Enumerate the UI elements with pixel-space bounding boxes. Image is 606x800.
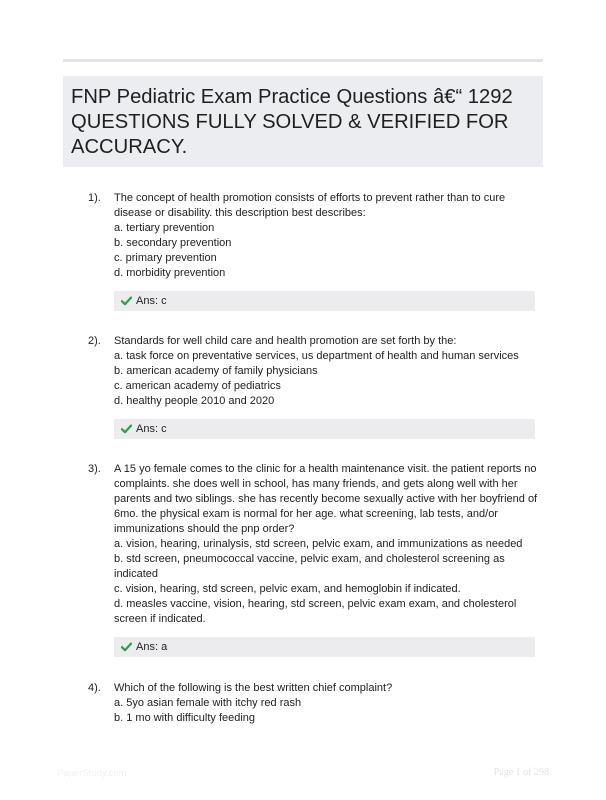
answer-text: Ans: a <box>136 641 168 653</box>
option-a: a. tertiary prevention <box>114 222 215 234</box>
option-c: c. vision, hearing, std screen, pelvic exam, and hemoglobin if indicated. <box>114 583 461 595</box>
option-b: b. 1 mo with difficulty feeding <box>114 712 256 724</box>
page-number: Page 1 of 298 <box>493 767 549 778</box>
question-number: 4). <box>88 682 101 694</box>
option-d: d. measles vaccine, vision, hearing, std screen, pelvic exam exam, and cholesterol screen if indicated. <box>114 598 517 625</box>
answer-text: Ans: c <box>136 423 167 435</box>
option-d: d. morbidity prevention <box>114 267 226 279</box>
option-b: b. std screen, pneumococcal vaccine, pelvic exam, and cholesterol screening as indicated <box>114 553 505 580</box>
question-number: 3). <box>88 463 101 475</box>
option-a: a. 5yo asian female with itchy red rash <box>114 697 302 709</box>
option-a: a. vision, hearing, urinalysis, std screen, pelvic exam, and immunizations as needed <box>114 538 523 550</box>
footer-watermark: PaperStudy.com <box>57 768 127 779</box>
answer-box-1 <box>114 291 535 311</box>
question-body <box>114 681 540 726</box>
question-body <box>114 191 540 281</box>
question-stem: Which of the following is the best written chief complaint? <box>114 682 393 694</box>
answer-box-2 <box>114 419 535 439</box>
question-stem: A 15 yo female comes to the clinic for a health maintenance visit. the patient reports no complaints. she does well in school, has many friends, and gets along well with her parents and two siblings. she has recently become sexually active with her boyfriend of 6mo. the physical exam is normal for her age. what screening, lab tests, and/or immunizations should the pnp order? <box>114 463 538 535</box>
question-body <box>114 334 540 409</box>
check-icon <box>121 296 132 306</box>
top-divider <box>63 59 543 62</box>
question-stem: Standards for well child care and health promotion are set forth by the: <box>114 335 457 347</box>
option-c: c. primary prevention <box>114 252 217 264</box>
option-c: c. american academy of pediatrics <box>114 380 281 392</box>
question-stem: The concept of health promotion consists of efforts to prevent rather than to cure disease or disability. this description best describes: <box>114 192 506 219</box>
check-icon <box>121 424 132 434</box>
option-a: a. task force on preventative services, us department of health and human services <box>114 350 519 362</box>
answer-text: Ans: c <box>136 295 167 307</box>
question-body <box>114 462 540 627</box>
title-box <box>63 76 543 167</box>
document-title: FNP Pediatric Exam Practice Questions â€“ 1292 QUESTIONS FULLY SOLVED & VERIFIED FOR ACCURACY. <box>71 86 513 158</box>
question-number: 2). <box>88 335 101 347</box>
check-icon <box>121 642 132 652</box>
option-d: d. healthy people 2010 and 2020 <box>114 395 275 407</box>
option-b: b. american academy of family physicians <box>114 365 318 377</box>
question-number: 1). <box>88 192 101 204</box>
answer-box-3 <box>114 637 535 657</box>
option-b: b. secondary prevention <box>114 237 232 249</box>
